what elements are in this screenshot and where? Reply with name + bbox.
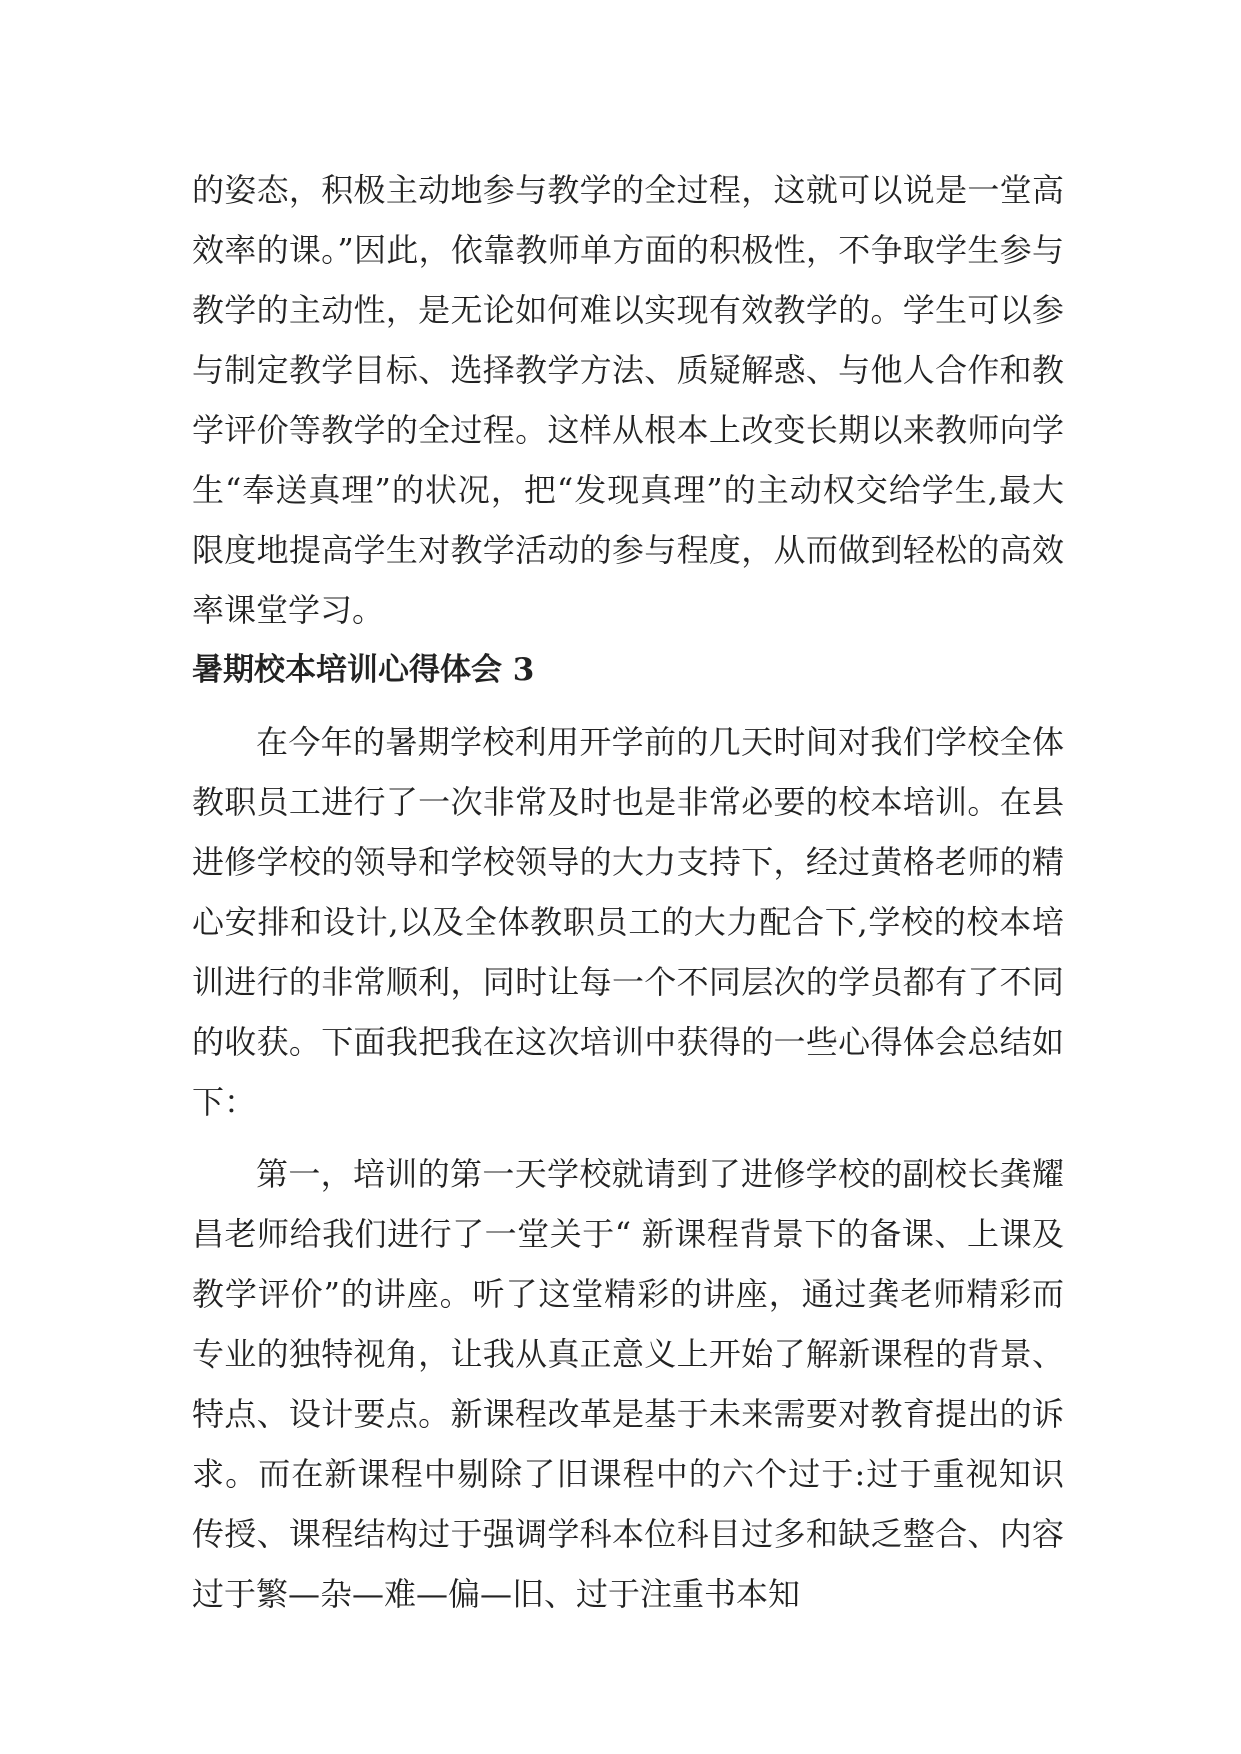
paragraph-first: 第一，培训的第一天学校就请到了进修学校的副校长龚耀昌老师给我们进行了一堂关于“ 新课程背景下的备课、上课及教学评价”的讲座。听了这堂精彩的讲座，通过龚老师精彩而专业的独特视角，让我从真正意义上开始了解新课程的背景、特点、设计要点。新课程改革是基于未来需要对教育提出的诉求。而在新课程中剔除了旧课程中的六个过于:过于重视知识传授、课程结构过于强调学科本位科目过多和缺乏整合、内容过于繁—杂—难—偏—旧、过于注重书本知 (192, 1155, 1064, 1613)
paragraph-continuation: 的姿态，积极主动地参与教学的全过程，这就可以说是一堂高效率的课。”因此，依靠教师单方面的积极性，不争取学生参与教学的主动性，是无论如何难以实现有效教学的。学生可以参与制定教学目标、选择教学方法、质疑解惑、与他人合作和教学评价等教学的全过程。这样从根本上改变长期以来教师向学生“奉送真理”的状况，把“发现真理”的主动权交给学生,最大限度地提高学生对教学活动的参与程度，从而做到轻松的高效率课堂学习。 (192, 171, 1064, 629)
section-heading: 暑期校本培训心得体会 3 (192, 652, 535, 688)
document-page (192, 160, 1064, 1624)
paragraph-intro: 在今年的暑期学校利用开学前的几天时间对我们学校全体教职员工进行了一次非常及时也是非常必要的校本培训。在县进修学校的领导和学校领导的大力支持下，经过黄格老师的精心安排和设计,以及全体教职员工的大力配合下,学校的校本培训进行的非常顺利，同时让每一个不同层次的学员都有了不同的收获。下面我把我在这次培训中获得的一些心得体会总结如下： (192, 723, 1064, 1121)
